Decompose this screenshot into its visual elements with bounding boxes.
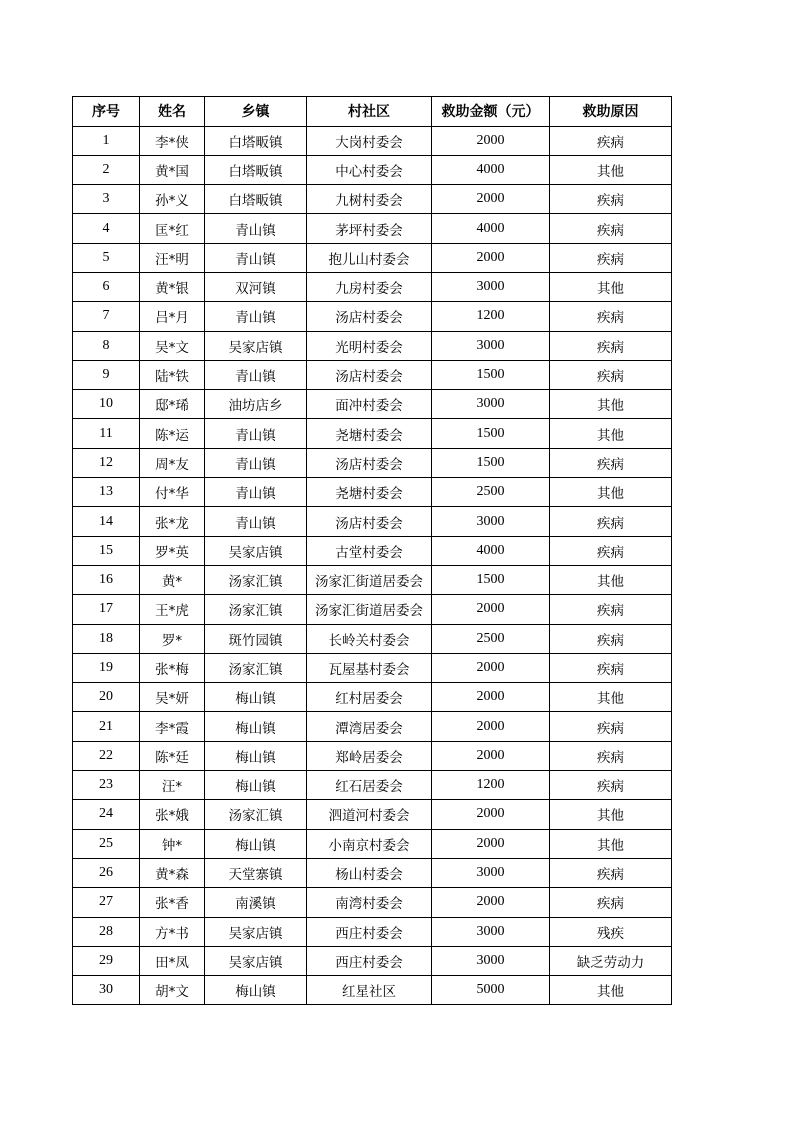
village-cell: 汤家汇街道居委会 [307,595,432,624]
amount-cell: 3000 [432,507,550,536]
serial-number-cell: 14 [73,507,140,536]
amount-cell: 3000 [432,272,550,301]
amount-cell: 3000 [432,390,550,419]
township-cell: 白塔畈镇 [205,155,307,184]
township-cell: 青山镇 [205,243,307,272]
name-cell: 李*侠 [140,126,205,155]
name-cell: 汪* [140,771,205,800]
reason-cell: 疾病 [550,507,672,536]
serial-number-cell: 7 [73,302,140,331]
amount-cell: 2000 [432,741,550,770]
relief-recipients-table [72,96,672,1005]
amount-cell: 2000 [432,126,550,155]
serial-number-cell: 5 [73,243,140,272]
reason-cell: 其他 [550,976,672,1005]
table-row [73,829,672,858]
amount-cell: 2000 [432,800,550,829]
table-row [73,712,672,741]
township-cell: 吴家店镇 [205,536,307,565]
village-cell: 西庄村委会 [307,946,432,975]
name-cell: 胡*文 [140,976,205,1005]
header-township: 乡镇 [205,97,307,127]
village-cell: 尧塘村委会 [307,478,432,507]
village-cell: 中心村委会 [307,155,432,184]
village-cell: 汤店村委会 [307,360,432,389]
name-cell: 张*梅 [140,653,205,682]
serial-number-cell: 21 [73,712,140,741]
amount-cell: 4000 [432,155,550,184]
amount-cell: 1200 [432,302,550,331]
village-cell: 光明村委会 [307,331,432,360]
name-cell: 张*香 [140,888,205,917]
serial-number-cell: 30 [73,976,140,1005]
township-cell: 斑竹园镇 [205,624,307,653]
township-cell: 白塔畈镇 [205,126,307,155]
township-cell: 汤家汇镇 [205,653,307,682]
village-cell: 尧塘村委会 [307,419,432,448]
village-cell: 大岗村委会 [307,126,432,155]
table-row [73,507,672,536]
table-body [73,126,672,1005]
amount-cell: 2000 [432,829,550,858]
serial-number-cell: 12 [73,448,140,477]
name-cell: 吴*妍 [140,683,205,712]
table-row [73,946,672,975]
table-row [73,478,672,507]
reason-cell: 其他 [550,390,672,419]
name-cell: 陈*运 [140,419,205,448]
name-cell: 田*凤 [140,946,205,975]
serial-number-cell: 29 [73,946,140,975]
amount-cell: 2500 [432,624,550,653]
table-row [73,360,672,389]
header-relief-reason: 救助原因 [550,97,672,127]
amount-cell: 2000 [432,243,550,272]
reason-cell: 其他 [550,419,672,448]
table-row [73,448,672,477]
table-row [73,624,672,653]
header-serial-number: 序号 [73,97,140,127]
table-row [73,390,672,419]
township-cell: 青山镇 [205,302,307,331]
name-cell: 邸*琋 [140,390,205,419]
township-cell: 梅山镇 [205,771,307,800]
reason-cell: 疾病 [550,653,672,682]
township-cell: 汤家汇镇 [205,595,307,624]
table-row [73,126,672,155]
reason-cell: 其他 [550,478,672,507]
amount-cell: 1200 [432,771,550,800]
township-cell: 吴家店镇 [205,917,307,946]
table-row [73,565,672,594]
village-cell: 汤家汇街道居委会 [307,565,432,594]
table-row [73,419,672,448]
village-cell: 小南京村委会 [307,829,432,858]
serial-number-cell: 20 [73,683,140,712]
township-cell: 双河镇 [205,272,307,301]
township-cell: 青山镇 [205,419,307,448]
amount-cell: 4000 [432,214,550,243]
village-cell: 瓦屋基村委会 [307,653,432,682]
serial-number-cell: 22 [73,741,140,770]
amount-cell: 2000 [432,595,550,624]
table-row [73,888,672,917]
amount-cell: 3000 [432,331,550,360]
amount-cell: 1500 [432,448,550,477]
reason-cell: 其他 [550,565,672,594]
serial-number-cell: 6 [73,272,140,301]
amount-cell: 2000 [432,653,550,682]
village-cell: 红村居委会 [307,683,432,712]
amount-cell: 1500 [432,565,550,594]
table-row [73,214,672,243]
village-cell: 南湾村委会 [307,888,432,917]
reason-cell: 疾病 [550,771,672,800]
township-cell: 青山镇 [205,360,307,389]
village-cell: 抱儿山村委会 [307,243,432,272]
serial-number-cell: 9 [73,360,140,389]
table-row [73,800,672,829]
serial-number-cell: 8 [73,331,140,360]
township-cell: 梅山镇 [205,976,307,1005]
reason-cell: 缺乏劳动力 [550,946,672,975]
township-cell: 南溪镇 [205,888,307,917]
serial-number-cell: 24 [73,800,140,829]
reason-cell: 其他 [550,155,672,184]
table-row [73,595,672,624]
serial-number-cell: 1 [73,126,140,155]
serial-number-cell: 3 [73,185,140,214]
name-cell: 李*霞 [140,712,205,741]
township-cell: 青山镇 [205,478,307,507]
name-cell: 黄* [140,565,205,594]
village-cell: 汤店村委会 [307,448,432,477]
serial-number-cell: 11 [73,419,140,448]
name-cell: 方*书 [140,917,205,946]
serial-number-cell: 26 [73,858,140,887]
table-row [73,858,672,887]
reason-cell: 其他 [550,800,672,829]
serial-number-cell: 23 [73,771,140,800]
name-cell: 罗* [140,624,205,653]
reason-cell: 疾病 [550,185,672,214]
table-row [73,771,672,800]
amount-cell: 2500 [432,478,550,507]
header-name: 姓名 [140,97,205,127]
village-cell: 潭湾居委会 [307,712,432,741]
amount-cell: 3000 [432,917,550,946]
table-row [73,272,672,301]
name-cell: 王*虎 [140,595,205,624]
table-row [73,976,672,1005]
township-cell: 天堂寨镇 [205,858,307,887]
township-cell: 梅山镇 [205,712,307,741]
township-cell: 汤家汇镇 [205,800,307,829]
reason-cell: 其他 [550,272,672,301]
serial-number-cell: 13 [73,478,140,507]
township-cell: 青山镇 [205,448,307,477]
amount-cell: 2000 [432,185,550,214]
reason-cell: 疾病 [550,360,672,389]
table-header-row [73,97,672,127]
serial-number-cell: 17 [73,595,140,624]
table-row [73,653,672,682]
amount-cell: 3000 [432,858,550,887]
name-cell: 张*娥 [140,800,205,829]
header-village-community: 村社区 [307,97,432,127]
serial-number-cell: 10 [73,390,140,419]
table-row [73,536,672,565]
village-cell: 泗道河村委会 [307,800,432,829]
serial-number-cell: 16 [73,565,140,594]
serial-number-cell: 25 [73,829,140,858]
village-cell: 红石居委会 [307,771,432,800]
township-cell: 汤家汇镇 [205,565,307,594]
village-cell: 郑岭居委会 [307,741,432,770]
name-cell: 吕*月 [140,302,205,331]
township-cell: 白塔畈镇 [205,185,307,214]
table-row [73,243,672,272]
amount-cell: 1500 [432,419,550,448]
table-row [73,683,672,712]
reason-cell: 残疾 [550,917,672,946]
reason-cell: 疾病 [550,448,672,477]
village-cell: 九树村委会 [307,185,432,214]
name-cell: 黄*银 [140,272,205,301]
village-cell: 汤店村委会 [307,302,432,331]
amount-cell: 2000 [432,683,550,712]
name-cell: 付*华 [140,478,205,507]
name-cell: 陆*铁 [140,360,205,389]
reason-cell: 疾病 [550,741,672,770]
reason-cell: 疾病 [550,331,672,360]
serial-number-cell: 18 [73,624,140,653]
serial-number-cell: 2 [73,155,140,184]
header-relief-amount: 救助金额（元） [432,97,550,127]
table-row [73,331,672,360]
township-cell: 油坊店乡 [205,390,307,419]
township-cell: 吴家店镇 [205,946,307,975]
reason-cell: 其他 [550,829,672,858]
name-cell: 吴*文 [140,331,205,360]
village-cell: 九房村委会 [307,272,432,301]
village-cell: 红星社区 [307,976,432,1005]
name-cell: 匡*红 [140,214,205,243]
amount-cell: 3000 [432,946,550,975]
table-row [73,155,672,184]
amount-cell: 5000 [432,976,550,1005]
name-cell: 黄*森 [140,858,205,887]
village-cell: 汤店村委会 [307,507,432,536]
township-cell: 梅山镇 [205,829,307,858]
village-cell: 古堂村委会 [307,536,432,565]
township-cell: 青山镇 [205,214,307,243]
reason-cell: 疾病 [550,858,672,887]
table-row [73,302,672,331]
township-cell: 吴家店镇 [205,331,307,360]
amount-cell: 1500 [432,360,550,389]
serial-number-cell: 28 [73,917,140,946]
reason-cell: 其他 [550,683,672,712]
name-cell: 周*友 [140,448,205,477]
village-cell: 茅坪村委会 [307,214,432,243]
name-cell: 黄*国 [140,155,205,184]
amount-cell: 2000 [432,888,550,917]
name-cell: 陈*廷 [140,741,205,770]
name-cell: 罗*英 [140,536,205,565]
name-cell: 孙*义 [140,185,205,214]
village-cell: 长岭关村委会 [307,624,432,653]
serial-number-cell: 19 [73,653,140,682]
reason-cell: 疾病 [550,712,672,741]
serial-number-cell: 27 [73,888,140,917]
name-cell: 张*龙 [140,507,205,536]
amount-cell: 4000 [432,536,550,565]
village-cell: 西庄村委会 [307,917,432,946]
table-row [73,185,672,214]
relief-table-sheet [72,96,672,1005]
name-cell: 钟* [140,829,205,858]
township-cell: 梅山镇 [205,683,307,712]
table-row [73,741,672,770]
serial-number-cell: 15 [73,536,140,565]
reason-cell: 疾病 [550,214,672,243]
reason-cell: 疾病 [550,624,672,653]
village-cell: 面冲村委会 [307,390,432,419]
reason-cell: 疾病 [550,302,672,331]
reason-cell: 疾病 [550,126,672,155]
village-cell: 杨山村委会 [307,858,432,887]
amount-cell: 2000 [432,712,550,741]
reason-cell: 疾病 [550,888,672,917]
table-row [73,917,672,946]
township-cell: 梅山镇 [205,741,307,770]
name-cell: 汪*明 [140,243,205,272]
reason-cell: 疾病 [550,595,672,624]
reason-cell: 疾病 [550,243,672,272]
serial-number-cell: 4 [73,214,140,243]
reason-cell: 疾病 [550,536,672,565]
township-cell: 青山镇 [205,507,307,536]
